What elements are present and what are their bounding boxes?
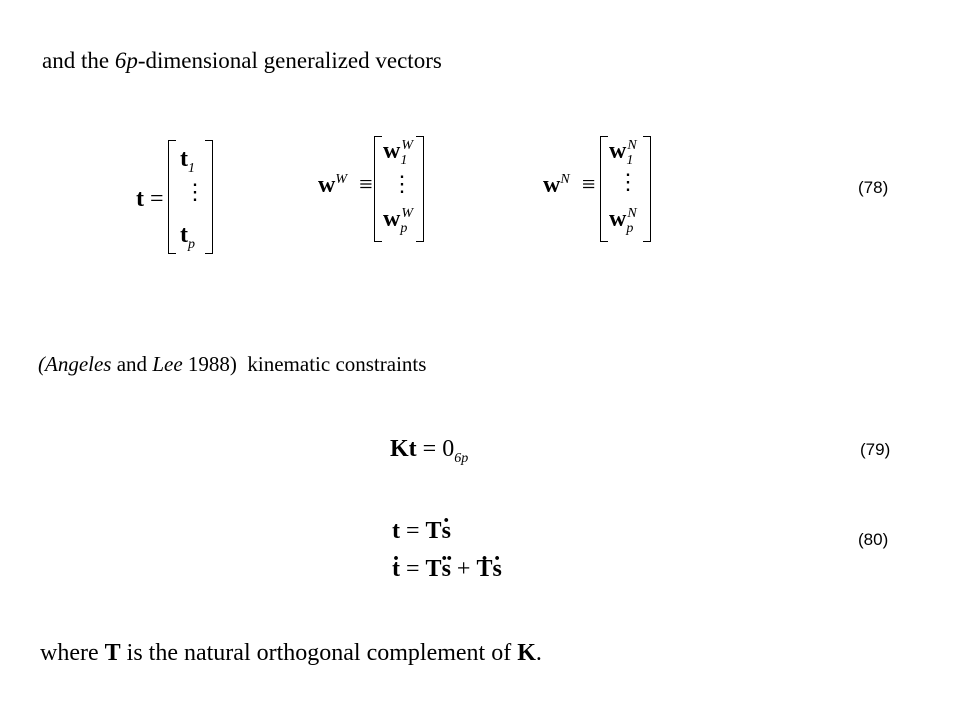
wW-vdots: ⋮ [391, 172, 413, 197]
t-bottom-sub: p [188, 236, 195, 252]
eq79-equals: = [422, 436, 437, 462]
wN-bottom-sup: N [627, 206, 637, 221]
citation-author1: Angeles [45, 352, 112, 376]
t-right-bracket [205, 140, 213, 254]
wN-left-bracket [600, 136, 608, 242]
wN-bottom: w [609, 206, 627, 232]
eq79-zero-sub: 6p [454, 450, 469, 466]
wN-top: w [609, 138, 627, 164]
closing-K: K [517, 640, 536, 666]
wN-top-sup: N [627, 138, 637, 153]
intro-symbol: 6p [114, 48, 138, 73]
wW-bottom-sup: W [401, 206, 414, 221]
intro-suffix: -dimensional generalized vectors [137, 48, 442, 73]
wN-bottom-sub: p [626, 220, 634, 236]
t-left-bracket [168, 140, 176, 254]
wW-top-sup: W [401, 138, 414, 153]
eq79-t: t [408, 436, 417, 462]
citation-open: ( [38, 352, 45, 376]
eq80-l1-t: t [392, 518, 400, 544]
eq80-l1-s-dot: s . [442, 518, 451, 545]
eq80-l2-equals: = [406, 556, 420, 582]
t-bottom: t [180, 222, 188, 248]
equation-80-line2 [392, 556, 502, 583]
citation-author2: Lee [152, 352, 183, 376]
closing-prefix: where [40, 640, 105, 666]
wN-lhs: w [543, 172, 561, 198]
t-lhs: t [136, 186, 144, 212]
eq79-zero: 0 [442, 436, 455, 462]
eq80-l1-equals: = [406, 518, 420, 544]
eq80-l2-s-ddot: s .. [442, 556, 451, 583]
wN-top-sub: 1 [626, 152, 634, 168]
closing-end: . [535, 640, 542, 666]
wW-left-bracket [374, 136, 382, 242]
intro-text [42, 48, 442, 74]
eq80-l2-T2-dot: T . [476, 556, 492, 583]
wW-lhs-sup: W [335, 172, 348, 187]
t-top-sub: 1 [188, 160, 195, 176]
t-top: t [180, 146, 188, 172]
citation-and: and [111, 352, 153, 376]
wW-lhs: w [318, 172, 336, 198]
eq80-l2-T1: T [425, 556, 442, 582]
closing-T: T [104, 640, 121, 666]
closing-text [40, 640, 542, 667]
wW-bottom-sub: p [400, 220, 408, 236]
closing-middle: is the natural orthogonal complement of [120, 640, 518, 666]
equation-number-78: (78) [858, 178, 889, 197]
wN-lhs-sup: N [560, 172, 570, 187]
wW-top: w [383, 138, 401, 164]
wW-equiv: ≡ [359, 172, 373, 198]
wN-equiv: ≡ [581, 172, 596, 198]
citation-text [38, 352, 426, 377]
wW-right-bracket [416, 136, 424, 242]
citation-rest: kinematic constraints [236, 352, 427, 376]
equation-number-80: (80) [858, 530, 889, 549]
t-vdots: ⋮ [184, 180, 206, 205]
equation-number-79: (79) [860, 440, 891, 459]
wN-vdots: ⋮ [617, 170, 639, 195]
eq80-l1-T: T [425, 518, 442, 544]
eq79-K: K [390, 436, 409, 462]
intro-prefix: and the [42, 48, 115, 73]
citation-year: 1988) [182, 352, 237, 376]
t-equals: = [150, 186, 164, 212]
eq80-l2-s2-dot: s . [492, 556, 501, 583]
equation-79 [390, 436, 468, 467]
wN-right-bracket [643, 136, 651, 242]
wW-bottom: w [383, 206, 401, 232]
wW-top-sub: 1 [400, 152, 408, 168]
eq80-l2-t-dot: t . [392, 556, 400, 583]
eq80-l2-plus: + [456, 556, 471, 582]
